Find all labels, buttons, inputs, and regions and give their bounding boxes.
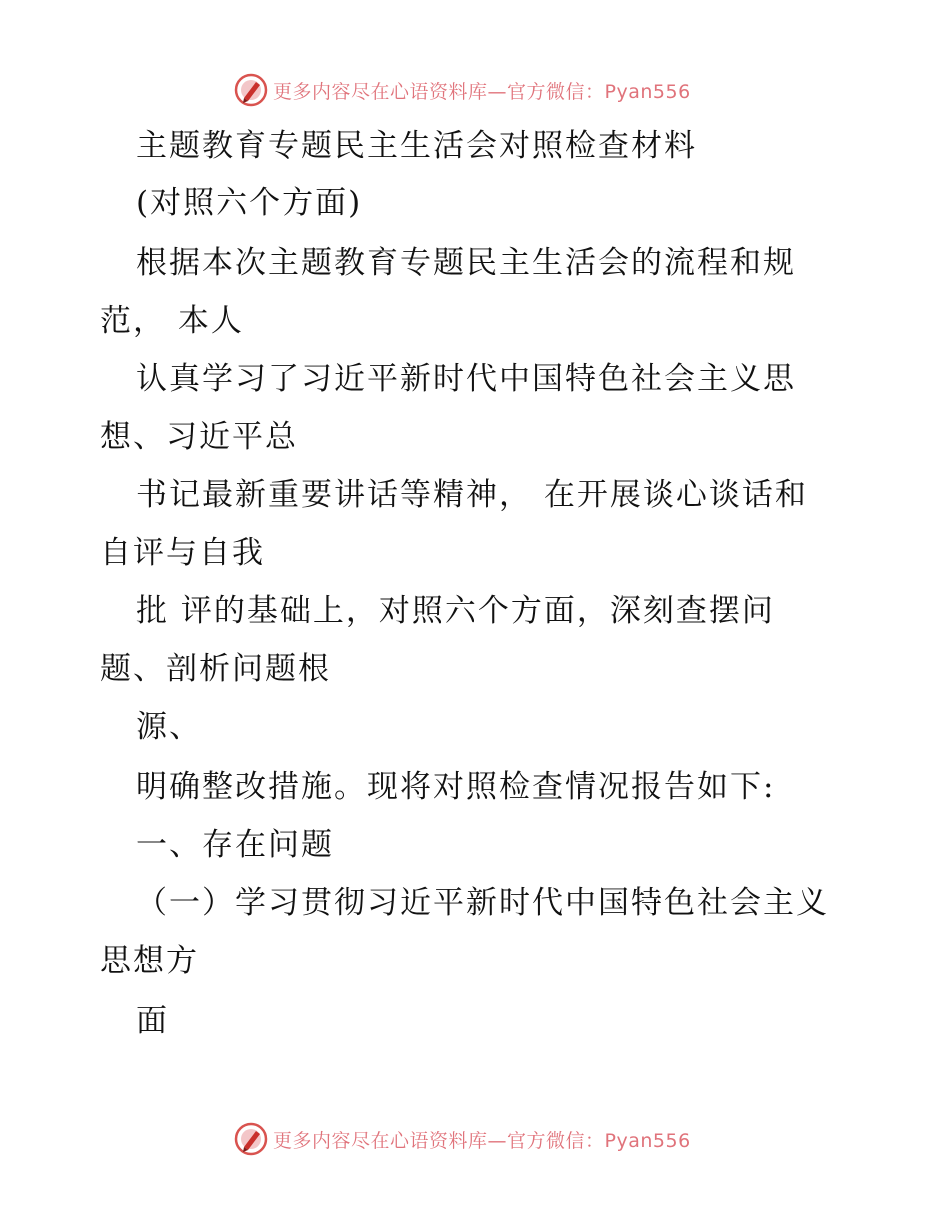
pen-logo-icon [233,72,269,108]
paragraph-line: 题、剖析问题根 [100,651,331,687]
pen-logo-icon [233,1121,269,1157]
doc-title: 主题教育专题民主生活会对照检查材料 [136,128,697,164]
paragraph-line: 源、 [136,709,202,745]
footer-banner-text: 更多内容尽在心语资料库—官方微信：Pyan556 [273,1129,691,1152]
header-banner-text: 更多内容尽在心语资料库—官方微信：Pyan556 [273,80,691,103]
paragraph-line: 想、习近平总 [100,419,298,455]
paragraph-line: 范， 本人 [100,303,244,339]
paragraph-line: 自评与自我 [100,535,265,571]
subsection-heading: （一）学习贯彻习近平新时代中国特色社会主义 [136,885,829,921]
footer-banner [233,1121,691,1157]
header-banner [233,72,691,108]
paragraph-line: 思想方 [100,943,199,979]
paragraph-line: 认真学习了习近平新时代中国特色社会主义思 [136,361,796,397]
doc-subtitle: (对照六个方面) [136,185,363,221]
paragraph-line: 面 [136,1003,169,1039]
paragraph-line: 书记最新重要讲话等精神， 在开展谈心谈话和 [136,477,808,513]
paragraph-line: 批 评的基础上，对照六个方面，深刻查摆问 [136,593,775,629]
paragraph-line: 明确整改措施。现将对照检查情况报告如下: [136,769,776,805]
section-heading: 一、存在问题 [136,827,334,863]
paragraph-line: 根据本次主题教育专题民主生活会的流程和规 [136,245,796,281]
